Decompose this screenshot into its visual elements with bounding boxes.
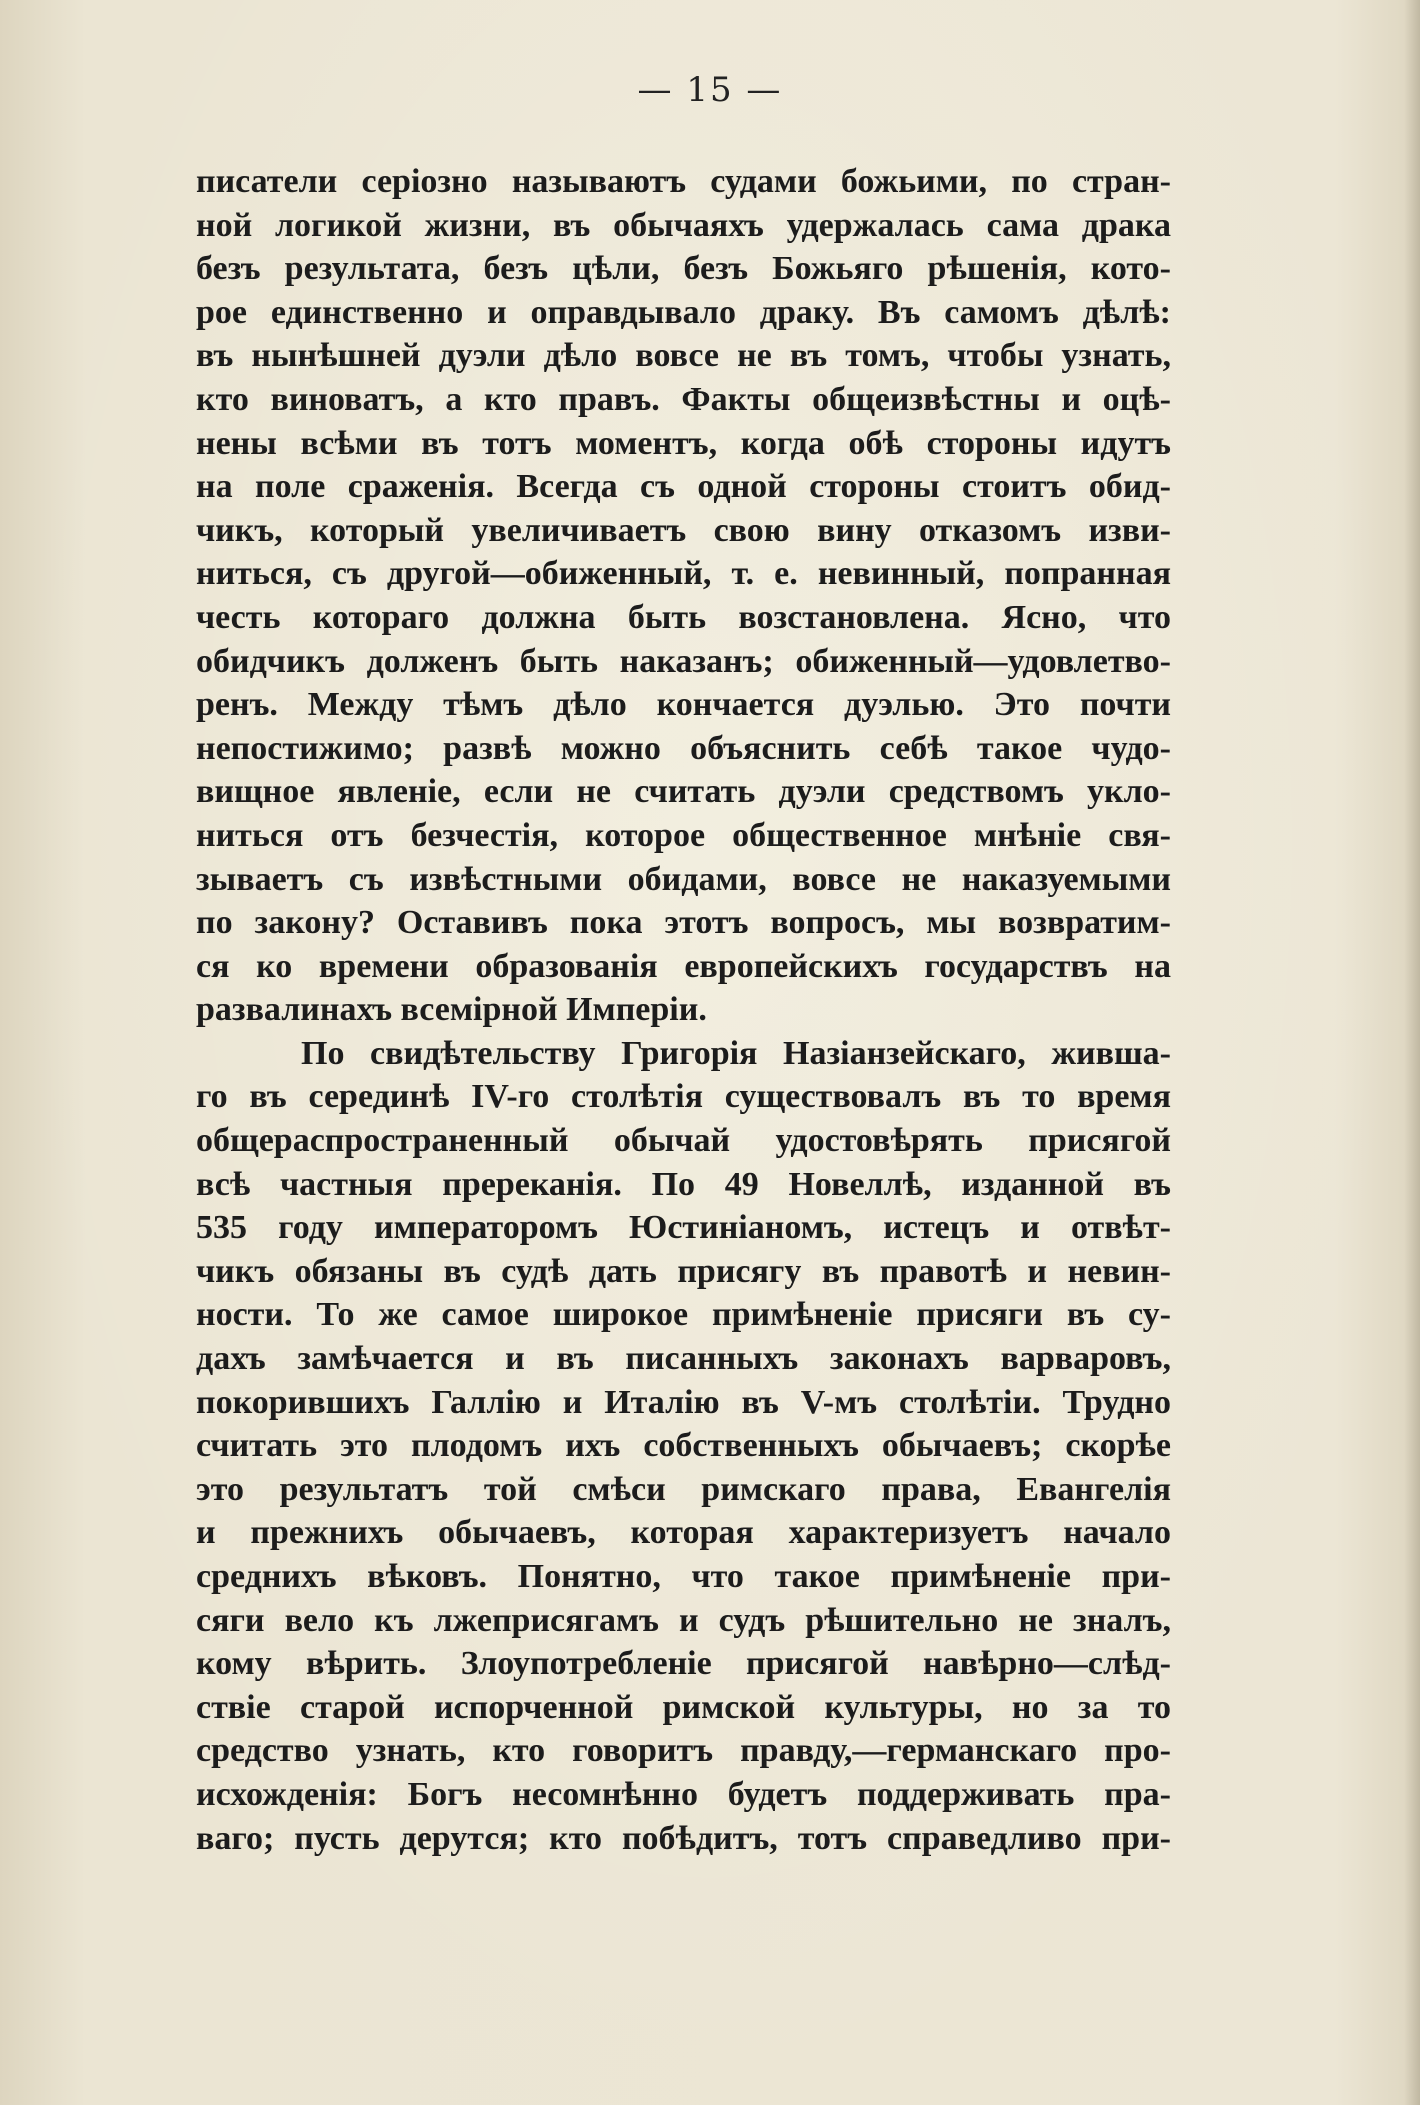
text-line: рое единственно и оправдывало драку. Въ самомъ дѣлѣ: [196, 293, 1171, 331]
text-line: дахъ замѣчается и въ писанныхъ законахъ варваровъ, [196, 1340, 1171, 1378]
text-line: развалинахъ всемірной Имперіи. [196, 991, 707, 1029]
text-line: ваго; пусть дерутся; кто побѣдитъ, тотъ справедливо при- [196, 1819, 1171, 1857]
text-line: кто виноватъ, а кто правъ. Факты общеизвѣстны и оцѣ- [196, 380, 1171, 418]
text-line: въ нынѣшней дуэли дѣло вовсе не въ томъ, чтобы узнать, [196, 337, 1171, 375]
text-line: честь котораго должна быть возстановлена. Ясно, что [196, 598, 1171, 636]
body-text [196, 160, 1171, 1860]
text-line: покорившихъ Галлію и Италію въ V-мъ столѣтіи. Трудно [196, 1383, 1171, 1421]
text-line: ной логикой жизни, въ обычаяхъ удержалась сама драка [196, 206, 1171, 244]
text-line: на поле сраженія. Всегда съ одной стороны стоитъ обид- [196, 468, 1171, 506]
text-line: считать это плодомъ ихъ собственныхъ обычаевъ; скорѣе [196, 1427, 1171, 1465]
text-line: кому вѣрить. Злоупотребленіе присягой навѣрно—слѣд- [196, 1645, 1171, 1683]
text-line: по закону? Оставивъ пока этотъ вопросъ, мы возвратим- [196, 904, 1171, 942]
text-line: это результатъ той смѣси римскаго права, Евангелія [196, 1470, 1171, 1508]
text-line: безъ результата, безъ цѣли, безъ Божьяго рѣшенія, кото- [196, 250, 1171, 288]
text-line: исхожденія: Богъ несомнѣнно будетъ поддерживать пра- [196, 1775, 1171, 1813]
text-line: чикъ обязаны въ судѣ дать присягу въ правотѣ и невин- [196, 1252, 1171, 1290]
text-line: ниться, съ другой—обиженный, т. е. невинный, попранная [196, 555, 1171, 593]
text-line: зываетъ съ извѣстными обидами, вовсе не наказуемыми [196, 860, 1171, 898]
text-line: средство узнать, кто говоритъ правду,—германскаго про- [196, 1732, 1171, 1770]
text-line: непостижимо; развѣ можно объяснить себѣ такое чудо- [196, 729, 1171, 767]
text-line: среднихъ вѣковъ. Понятно, что такое примѣненіе при- [196, 1558, 1171, 1595]
page-number: — 15 — [637, 70, 783, 110]
text-line: ниться отъ безчестія, которое общественное мнѣніе свя- [196, 816, 1171, 854]
text-line: 535 году императоромъ Юстиніаномъ, истецъ и отвѣт- [196, 1209, 1171, 1247]
text-line: ности. То же самое широкое примѣненіе присяги въ су- [196, 1296, 1171, 1334]
text-line: чикъ, который увеличиваетъ свою вину отказомъ изви- [196, 511, 1171, 549]
paragraph-2 [196, 1032, 1171, 1860]
text-line: го въ серединѣ IV-го столѣтія существовалъ въ то время [196, 1078, 1171, 1116]
paragraph-1 [196, 160, 1171, 1032]
text-line: общераспространенный обычай удостовѣрять присягой [196, 1122, 1171, 1160]
text-line: нены всѣми въ тотъ моментъ, когда обѣ стороны идутъ [196, 424, 1171, 462]
text-line: ся ко времени образованія европейскихъ государствъ на [196, 947, 1171, 985]
text-line: ствіе старой испорченной римской культуры, но за то [196, 1688, 1171, 1726]
text-line: писатели серіозно называютъ судами божьими, по стран- [196, 163, 1171, 200]
page-edge-shadow [1404, 0, 1420, 2105]
text-line: обидчикъ долженъ быть наказанъ; обиженный—удовлетво- [196, 642, 1171, 680]
text-line: и прежнихъ обычаевъ, которая характеризуетъ начало [196, 1514, 1171, 1552]
text-line: По свидѣтельству Григорія Назіанзейскаго, живша- [301, 1034, 1171, 1072]
text-line: сяги вело къ лжеприсягамъ и судъ рѣшительно не зналъ, [196, 1601, 1171, 1639]
text-line: вищное явленіе, если не считать дуэли средствомъ укло- [196, 773, 1171, 811]
text-line: ренъ. Между тѣмъ дѣло кончается дуэлью. Это почти [196, 686, 1171, 724]
text-line: всѣ частныя пререканія. По 49 Новеллѣ, изданной въ [196, 1165, 1171, 1203]
